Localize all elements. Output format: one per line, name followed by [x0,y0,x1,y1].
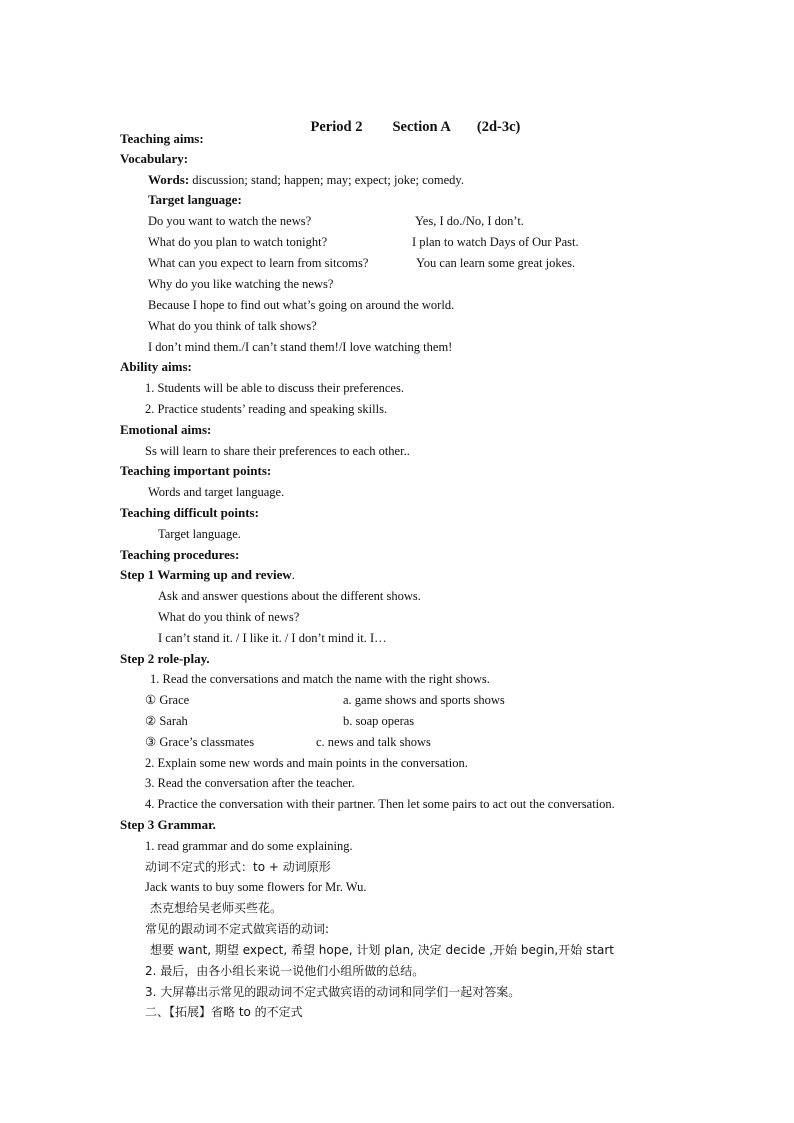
step2-item-3: 3. Read the conversation after the teacher. [145,776,355,790]
step1-title: Step 1 Warming up and review [120,567,292,582]
target-line-1: Why do you like watching the news? [148,277,334,291]
step3-line-4: 杰克想给吴老师买些花。 [150,901,283,915]
difficult-points-heading: Teaching difficult points: [120,505,259,520]
page-title [296,102,520,153]
match-left-1: ① Grace [145,693,190,707]
step1-line-1: Ask and answer questions about the different shows. [158,589,421,603]
section-label: Section A [392,119,451,135]
step1-line-3: I can’t stand it. / I like it. / I don’t mind it. I… [158,631,387,645]
match-right-3: c. news and talk shows [316,735,431,749]
ability-aims-heading: Ability aims: [120,359,192,374]
step1-line-2: What do you think of news? [158,610,300,624]
match-left-2: ② Sarah [145,714,188,728]
important-points-heading: Teaching important points: [120,463,272,478]
words-label: Words: [148,172,190,187]
qa-question-3: What can you expect to learn from sitcoms? [148,256,369,270]
emotional-text: Ss will learn to share their preferences to each other.. [145,444,410,458]
qa-answer-2: I plan to watch Days of Our Past. [412,235,579,249]
words-text: discussion; stand; happen; may; expect; joke; comedy. [192,173,464,187]
qa-answer-1: Yes, I do./No, I don’t. [415,214,524,228]
step3-heading: Step 3 Grammar. [120,817,216,832]
step2-item-2: 2. Explain some new words and main points in the conversation. [145,756,468,770]
step3-line-1: 1. read grammar and do some explaining. [145,839,353,853]
target-language-heading: Target language: [148,192,242,207]
match-left-3: ③ Grace’s classmates [145,735,255,749]
step3-line-5: 常见的跟动词不定式做宾语的动词: [145,922,330,936]
important-points-text: Words and target language. [148,485,285,499]
step3-line-3: Jack wants to buy some flowers for Mr. Wu. [145,880,367,894]
step3-line-6: 想要 want, 期望 expect, 希望 hope, 计划 plan, 决定 decide ,开始 begin,开始 start [150,943,615,957]
qa-question-1: Do you want to watch the news? [148,214,312,228]
match-right-1: a. game shows and sports shows [343,693,505,707]
target-line-2: Because I hope to find out what’s going on around the world. [148,298,455,312]
qa-question-2: What do you plan to watch tonight? [148,235,328,249]
match-right-2: b. soap operas [343,714,415,728]
step1-period: . [291,568,295,582]
ability-item-1: 1. Students will be able to discuss their preferences. [145,381,404,395]
period-label: Period 2 [310,119,363,135]
step1-heading [120,567,295,583]
step2-item-4: 4. Practice the conversation with their partner. Then let some pairs to act out the conversation. [145,797,615,811]
vocabulary-heading: Vocabulary: [120,151,189,166]
qa-answer-3: You can learn some great jokes. [416,256,576,270]
step2-item-1: 1. Read the conversations and match the name with the right shows. [150,672,490,686]
emotional-aims-heading: Emotional aims: [120,422,212,437]
step3-line-9: 二、【拓展】省略 to 的不定式 [145,1005,303,1019]
ability-item-2: 2. Practice students’ reading and speaking skills. [145,402,388,416]
words-line [148,172,464,188]
step3-line-2: 动词不定式的形式：to + 动词原形 [145,860,331,874]
step3-line-7: 2. 最后，由各小组长来说一说他们小组所做的总结。 [145,964,425,978]
procedures-heading: Teaching procedures: [120,547,240,562]
difficult-points-text: Target language. [158,527,241,541]
step3-line-8: 3. 大屏幕出示常见的跟动词不定式做宾语的动词和同学们一起对答案。 [145,985,521,999]
range-label: (2d-3c) [476,119,521,135]
target-line-3: What do you think of talk shows? [148,319,317,333]
step2-heading: Step 2 role-play. [120,651,210,666]
teaching-aims-heading: Teaching aims: [120,131,204,146]
target-line-4: I don’t mind them./I can’t stand them!/I love watching them! [148,340,453,354]
